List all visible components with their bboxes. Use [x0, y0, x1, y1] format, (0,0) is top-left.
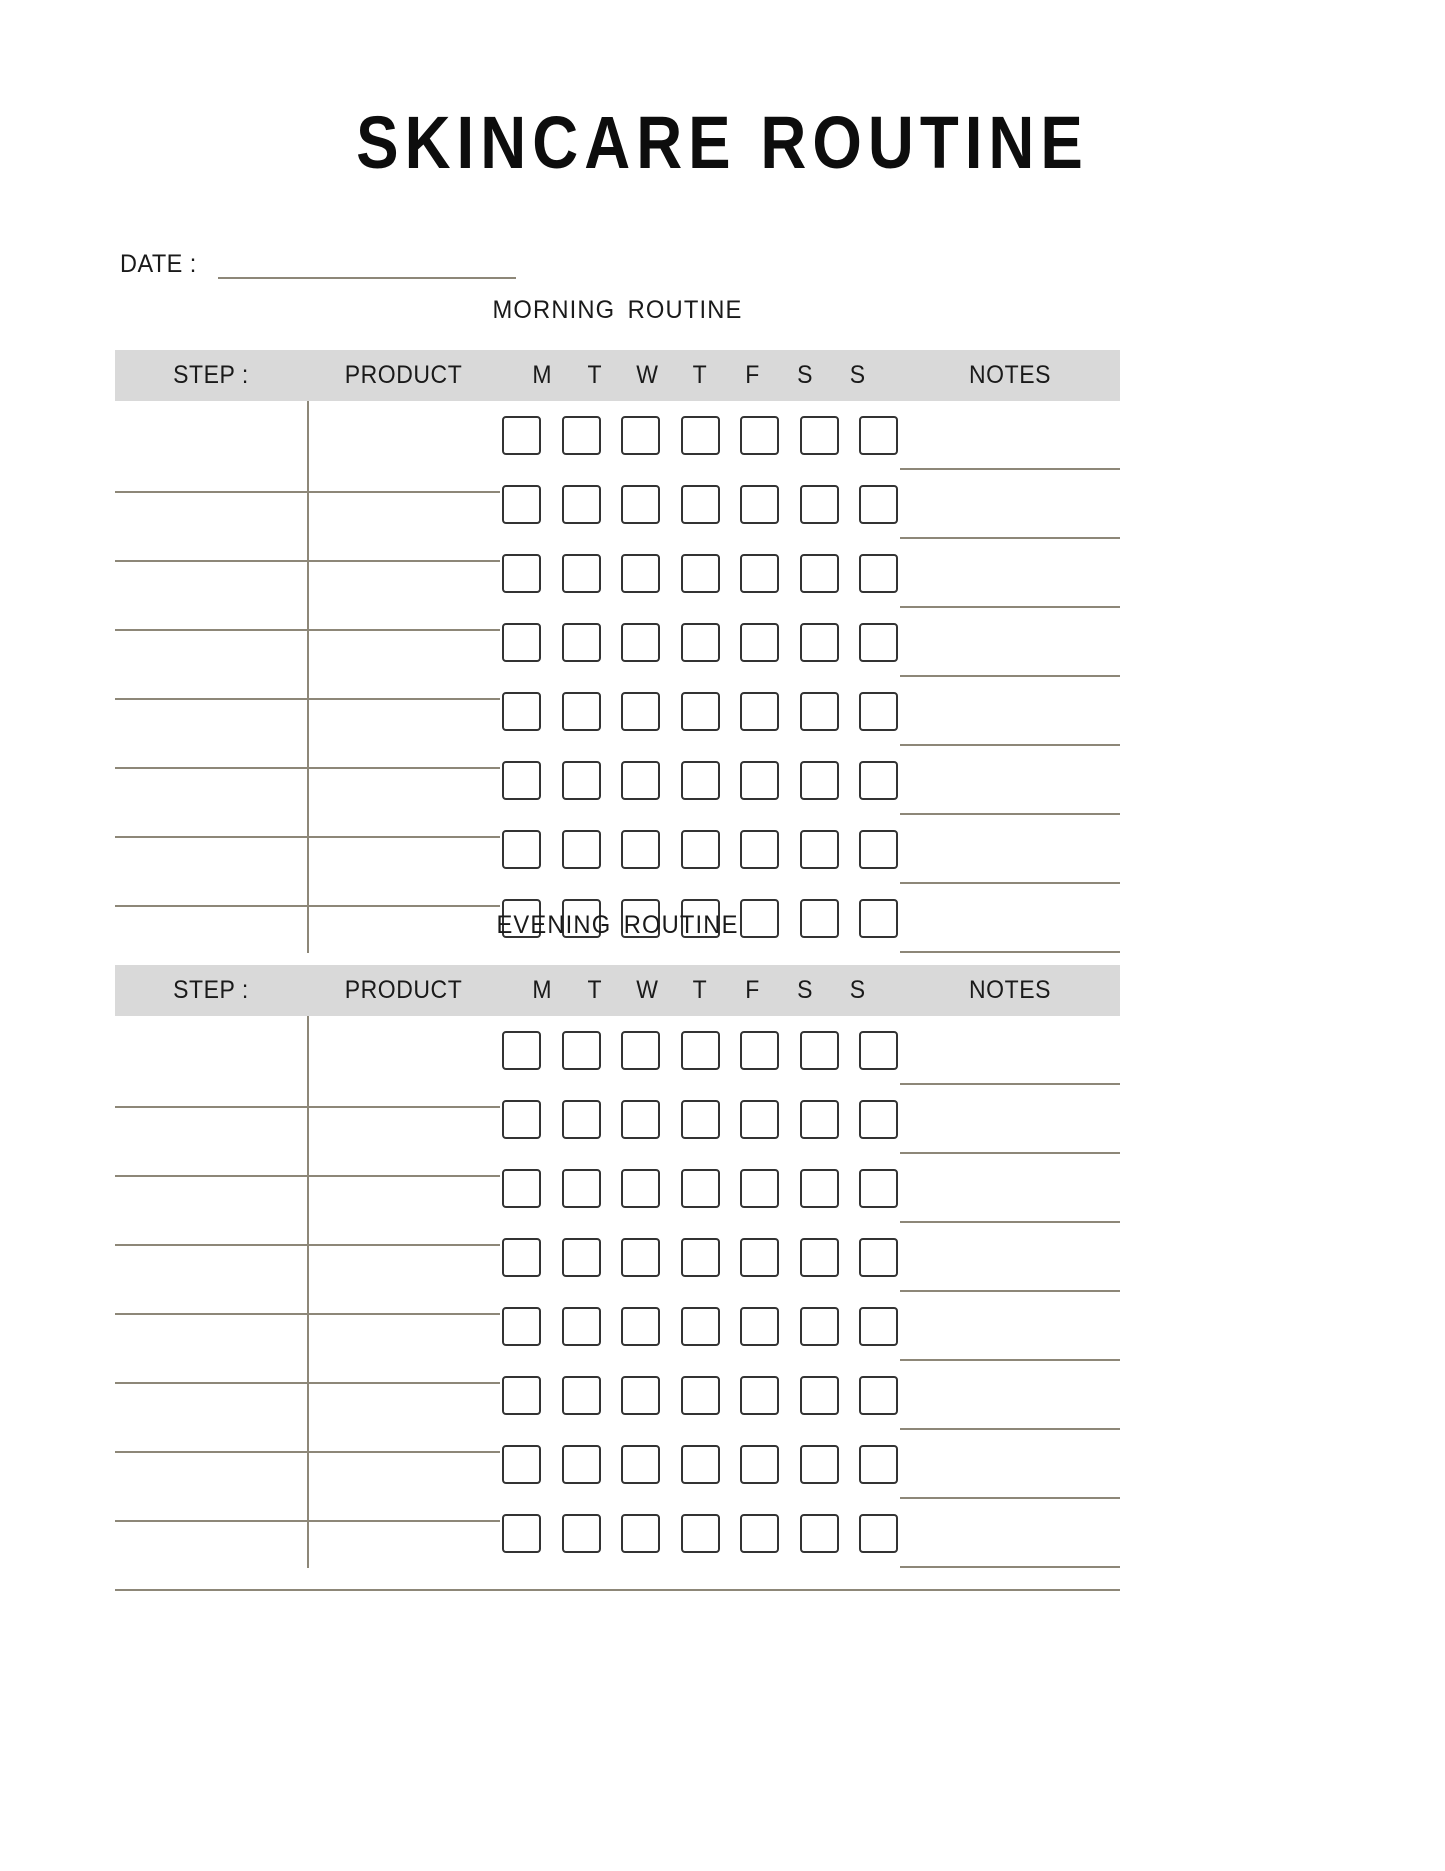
checkbox-s-5[interactable]: [800, 1445, 839, 1484]
product-input[interactable]: [307, 815, 500, 884]
step-input[interactable]: [115, 1085, 307, 1154]
checkbox-s-5[interactable]: [800, 692, 839, 731]
column-header-day-0: M: [532, 361, 553, 389]
column-header-day-5: S: [797, 361, 814, 389]
day-checkbox-group: [500, 539, 900, 608]
checkbox-m-0[interactable]: [502, 416, 541, 455]
notes-input[interactable]: [900, 401, 1120, 470]
notes-input[interactable]: [900, 1085, 1120, 1154]
checkbox-s-6[interactable]: [859, 416, 898, 455]
table-row: [115, 1430, 1120, 1499]
checkbox-f-4[interactable]: [740, 1445, 779, 1484]
morning-section-title: [140, 296, 1095, 325]
checkbox-t-3[interactable]: [681, 1376, 720, 1415]
column-header-day-2: W: [636, 361, 659, 389]
day-checkbox-group: [500, 401, 900, 470]
checkbox-w-2[interactable]: [621, 623, 660, 662]
notes-input[interactable]: [900, 1499, 1120, 1568]
checkbox-w-2[interactable]: [621, 1514, 660, 1553]
day-checkbox-group: [500, 1154, 900, 1223]
checkbox-s-5[interactable]: [800, 416, 839, 455]
product-input[interactable]: [307, 1154, 500, 1223]
column-header-day-0: M: [532, 976, 553, 1004]
checkbox-t-3[interactable]: [681, 623, 720, 662]
product-input[interactable]: [307, 539, 500, 608]
product-input[interactable]: [307, 1085, 500, 1154]
product-input[interactable]: [307, 608, 500, 677]
checkbox-t-3[interactable]: [681, 485, 720, 524]
checkbox-f-4[interactable]: [740, 1031, 779, 1070]
checkbox-s-6[interactable]: [859, 1307, 898, 1346]
step-input[interactable]: [115, 1292, 307, 1361]
checkbox-t-3[interactable]: [681, 554, 720, 593]
column-header-step: STEP :: [173, 976, 249, 1004]
checkbox-f-4[interactable]: [740, 554, 779, 593]
evening-routine-section: [115, 911, 1120, 1568]
notes-input[interactable]: [900, 815, 1120, 884]
checkbox-w-2[interactable]: [621, 1169, 660, 1208]
column-header-day-4: F: [745, 976, 760, 1004]
column-header-day-4: F: [745, 361, 760, 389]
day-checkbox-group: [500, 1085, 900, 1154]
checkbox-m-0[interactable]: [502, 1376, 541, 1415]
day-checkbox-group: [500, 1292, 900, 1361]
checkbox-t-1[interactable]: [562, 554, 601, 593]
notes-input[interactable]: [900, 1016, 1120, 1085]
checkbox-f-4[interactable]: [740, 1376, 779, 1415]
checkbox-s-5[interactable]: [800, 1169, 839, 1208]
checkbox-t-3[interactable]: [681, 1100, 720, 1139]
step-input[interactable]: [115, 1154, 307, 1223]
evening-table-body: [115, 1016, 1120, 1568]
day-checkbox-group: [500, 746, 900, 815]
checkbox-s-5[interactable]: [800, 623, 839, 662]
column-header-day-3: T: [692, 361, 708, 389]
checkbox-m-0[interactable]: [502, 692, 541, 731]
section-title-word-1: EVENING: [496, 911, 612, 939]
page-title: SKINCARE ROUTINE: [356, 101, 1089, 184]
checkbox-s-6[interactable]: [859, 1169, 898, 1208]
checkbox-m-0[interactable]: [502, 761, 541, 800]
step-input[interactable]: [115, 815, 307, 884]
table-row: [115, 677, 1120, 746]
morning-routine-section: [115, 296, 1120, 953]
checkbox-f-4[interactable]: [740, 830, 779, 869]
checkbox-t-3[interactable]: [681, 416, 720, 455]
step-input[interactable]: [115, 1499, 307, 1568]
table-row: [115, 470, 1120, 539]
table-row: [115, 1361, 1120, 1430]
checkbox-t-1[interactable]: [562, 1514, 601, 1553]
checkbox-w-2[interactable]: [621, 692, 660, 731]
checkbox-s-6[interactable]: [859, 692, 898, 731]
notes-input[interactable]: [900, 1223, 1120, 1292]
notes-input[interactable]: [900, 1292, 1120, 1361]
checkbox-s-6[interactable]: [859, 830, 898, 869]
checkbox-f-4[interactable]: [740, 416, 779, 455]
notes-input[interactable]: [900, 746, 1120, 815]
checkbox-m-0[interactable]: [502, 1238, 541, 1277]
checkbox-t-1[interactable]: [562, 485, 601, 524]
checkbox-s-6[interactable]: [859, 1100, 898, 1139]
checkbox-s-5[interactable]: [800, 554, 839, 593]
column-header-product: PRODUCT: [344, 361, 463, 389]
table-row: [115, 1292, 1120, 1361]
checkbox-t-1[interactable]: [562, 1445, 601, 1484]
table-row: [115, 539, 1120, 608]
product-input[interactable]: [307, 1223, 500, 1292]
checkbox-s-5[interactable]: [800, 1238, 839, 1277]
step-input[interactable]: [115, 608, 307, 677]
evening-table-bottom-line: [115, 1589, 1120, 1591]
date-label: DATE :: [120, 250, 197, 278]
product-input[interactable]: [307, 1292, 500, 1361]
day-checkbox-group: [500, 1223, 900, 1292]
checkbox-t-3[interactable]: [681, 830, 720, 869]
table-row: [115, 1499, 1120, 1568]
checkbox-w-2[interactable]: [621, 416, 660, 455]
checkbox-w-2[interactable]: [621, 1238, 660, 1277]
column-header-day-6: S: [849, 976, 866, 1004]
checkbox-m-0[interactable]: [502, 1307, 541, 1346]
checkbox-m-0[interactable]: [502, 830, 541, 869]
day-checkbox-group: [500, 608, 900, 677]
checkbox-s-6[interactable]: [859, 1238, 898, 1277]
checkbox-t-1[interactable]: [562, 1307, 601, 1346]
checkbox-s-5[interactable]: [800, 1100, 839, 1139]
notes-input[interactable]: [900, 1154, 1120, 1223]
checkbox-f-4[interactable]: [740, 1100, 779, 1139]
checkbox-s-6[interactable]: [859, 1445, 898, 1484]
checkbox-w-2[interactable]: [621, 1031, 660, 1070]
checkbox-t-3[interactable]: [681, 1307, 720, 1346]
notes-input[interactable]: [900, 608, 1120, 677]
checkbox-f-4[interactable]: [740, 1238, 779, 1277]
checkbox-m-0[interactable]: [502, 1031, 541, 1070]
checkbox-f-4[interactable]: [740, 761, 779, 800]
checkbox-t-3[interactable]: [681, 761, 720, 800]
product-input[interactable]: [307, 470, 500, 539]
step-input[interactable]: [115, 539, 307, 608]
checkbox-s-5[interactable]: [800, 1514, 839, 1553]
checkbox-t-3[interactable]: [681, 1169, 720, 1208]
checkbox-t-1[interactable]: [562, 1169, 601, 1208]
evening-table-header: [115, 965, 1120, 1016]
checkbox-s-5[interactable]: [800, 1031, 839, 1070]
checkbox-t-1[interactable]: [562, 1031, 601, 1070]
step-input[interactable]: [115, 1361, 307, 1430]
checkbox-f-4[interactable]: [740, 1169, 779, 1208]
checkbox-s-5[interactable]: [800, 485, 839, 524]
column-header-product: PRODUCT: [344, 976, 463, 1004]
table-row: [115, 1085, 1120, 1154]
column-header-day-1: T: [587, 976, 603, 1004]
checkbox-s-5[interactable]: [800, 1307, 839, 1346]
checkbox-m-0[interactable]: [502, 485, 541, 524]
checkbox-f-4[interactable]: [740, 1514, 779, 1553]
checkbox-w-2[interactable]: [621, 1307, 660, 1346]
checkbox-w-2[interactable]: [621, 830, 660, 869]
checkbox-t-3[interactable]: [681, 692, 720, 731]
checkbox-s-6[interactable]: [859, 1031, 898, 1070]
notes-input[interactable]: [900, 1361, 1120, 1430]
morning-table-header: [115, 350, 1120, 401]
column-header-day-6: S: [849, 361, 866, 389]
table-row: [115, 1223, 1120, 1292]
column-header-day-5: S: [797, 976, 814, 1004]
checkbox-t-1[interactable]: [562, 761, 601, 800]
checkbox-t-3[interactable]: [681, 1445, 720, 1484]
checkbox-f-4[interactable]: [740, 623, 779, 662]
product-input[interactable]: [307, 401, 500, 470]
checkbox-t-1[interactable]: [562, 692, 601, 731]
product-input[interactable]: [307, 1430, 500, 1499]
day-checkbox-group: [500, 1361, 900, 1430]
checkbox-w-2[interactable]: [621, 1100, 660, 1139]
checkbox-w-2[interactable]: [621, 1445, 660, 1484]
notes-input[interactable]: [900, 539, 1120, 608]
checkbox-w-2[interactable]: [621, 485, 660, 524]
morning-table-body: [115, 401, 1120, 953]
checkbox-s-5[interactable]: [800, 761, 839, 800]
checkbox-w-2[interactable]: [621, 1376, 660, 1415]
day-checkbox-group: [500, 1430, 900, 1499]
checkbox-t-1[interactable]: [562, 830, 601, 869]
checkbox-f-4[interactable]: [740, 1307, 779, 1346]
checkbox-m-0[interactable]: [502, 1169, 541, 1208]
checkbox-f-4[interactable]: [740, 692, 779, 731]
table-row: [115, 1016, 1120, 1085]
step-input[interactable]: [115, 1223, 307, 1292]
checkbox-m-0[interactable]: [502, 1445, 541, 1484]
column-header-day-1: T: [587, 361, 603, 389]
checkbox-s-5[interactable]: [800, 1376, 839, 1415]
product-input[interactable]: [307, 746, 500, 815]
column-header-step: STEP :: [173, 361, 249, 389]
checkbox-t-3[interactable]: [681, 1514, 720, 1553]
product-input[interactable]: [307, 1499, 500, 1568]
date-field[interactable]: [120, 250, 516, 279]
checkbox-t-1[interactable]: [562, 623, 601, 662]
checkbox-t-1[interactable]: [562, 1238, 601, 1277]
checkbox-s-5[interactable]: [800, 830, 839, 869]
product-input[interactable]: [307, 677, 500, 746]
date-input-line[interactable]: [218, 251, 516, 279]
checkbox-s-6[interactable]: [859, 1514, 898, 1553]
checkbox-w-2[interactable]: [621, 554, 660, 593]
checkbox-t-3[interactable]: [681, 1031, 720, 1070]
checkbox-m-0[interactable]: [502, 1100, 541, 1139]
checkbox-t-1[interactable]: [562, 1376, 601, 1415]
step-input[interactable]: [115, 401, 307, 470]
step-input[interactable]: [115, 1016, 307, 1085]
column-header-days: [516, 976, 884, 1005]
checkbox-t-3[interactable]: [681, 1238, 720, 1277]
column-header-notes: NOTES: [969, 361, 1051, 389]
product-input[interactable]: [307, 1016, 500, 1085]
checkbox-s-6[interactable]: [859, 1376, 898, 1415]
step-input[interactable]: [115, 677, 307, 746]
table-row: [115, 746, 1120, 815]
checkbox-s-6[interactable]: [859, 485, 898, 524]
checkbox-s-6[interactable]: [859, 761, 898, 800]
checkbox-s-6[interactable]: [859, 554, 898, 593]
section-title-word-1: MORNING: [492, 296, 616, 324]
column-header-notes: NOTES: [969, 976, 1051, 1004]
day-checkbox-group: [500, 815, 900, 884]
day-checkbox-group: [500, 1016, 900, 1085]
notes-input[interactable]: [900, 470, 1120, 539]
day-checkbox-group: [500, 677, 900, 746]
step-input[interactable]: [115, 470, 307, 539]
step-input[interactable]: [115, 746, 307, 815]
checkbox-t-1[interactable]: [562, 1100, 601, 1139]
product-input[interactable]: [307, 1361, 500, 1430]
notes-input[interactable]: [900, 1430, 1120, 1499]
step-input[interactable]: [115, 1430, 307, 1499]
section-title-word-2: ROUTINE: [627, 296, 743, 324]
table-row: [115, 1154, 1120, 1223]
checkbox-w-2[interactable]: [621, 761, 660, 800]
checkbox-m-0[interactable]: [502, 623, 541, 662]
notes-rule-line: [900, 1566, 1120, 1568]
column-header-day-2: W: [636, 976, 659, 1004]
table-row: [115, 815, 1120, 884]
day-checkbox-group: [500, 1499, 900, 1568]
day-checkbox-group: [500, 470, 900, 539]
notes-input[interactable]: [900, 677, 1120, 746]
checkbox-s-6[interactable]: [859, 623, 898, 662]
checkbox-t-1[interactable]: [562, 416, 601, 455]
table-row: [115, 608, 1120, 677]
checkbox-m-0[interactable]: [502, 554, 541, 593]
checkbox-f-4[interactable]: [740, 485, 779, 524]
checkbox-m-0[interactable]: [502, 1514, 541, 1553]
evening-section-title: [140, 911, 1095, 940]
table-row: [115, 401, 1120, 470]
column-header-day-3: T: [692, 976, 708, 1004]
section-title-word-2: ROUTINE: [623, 911, 739, 939]
column-header-days: [516, 361, 884, 390]
